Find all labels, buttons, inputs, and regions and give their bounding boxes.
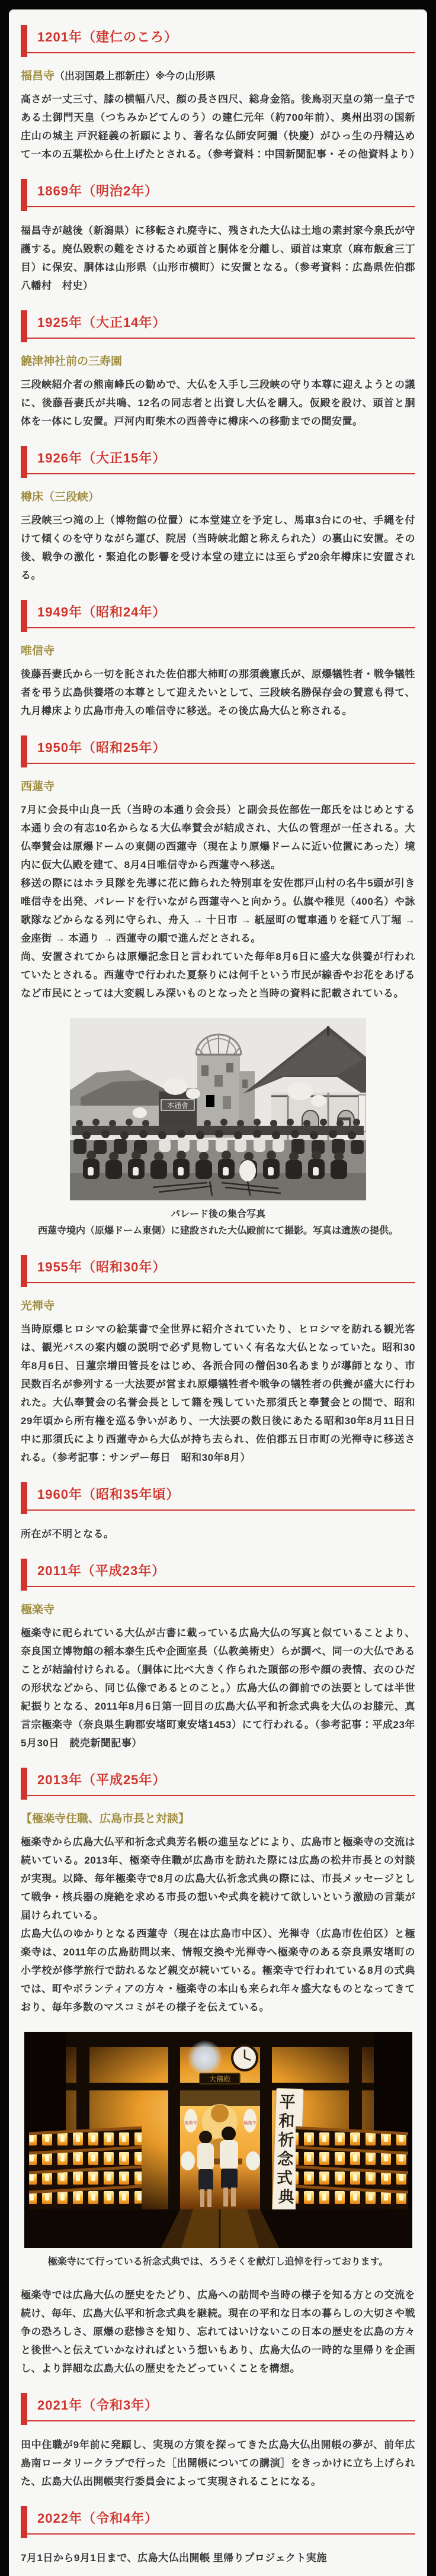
year-heading-label: 1955年（昭和30年） xyxy=(37,1260,166,1274)
subheading-yuishinji: 唯信寺 xyxy=(21,645,55,657)
year-heading-1201 xyxy=(21,25,415,53)
paragraph: 田中住職が9年前に発願し、実現の方策を探ってきた広島大仏出開帳の夢が、前年広島南ロータリークラブで行った［出開帳についての講演］をきっかけに立ち上げられた、広島大仏出開帳実行委員会によって実現されることになる。 xyxy=(21,2439,415,2487)
paragraph: 7月1日から9月1日まで、広島大仏出開帳 里帰りプロジェクト実施 xyxy=(21,2552,327,2564)
ceremony-candle-photo-illustration xyxy=(24,2032,412,2248)
year-heading-label: 1950年（昭和25年） xyxy=(37,740,166,755)
paragraph: 広島大仏のゆかりとなる西蓮寺（現在は広島市中区）、光禅寺（広島市佐伯区）と極楽寺は、2011年の広島訪問以来、情報交換や光禅寺へ極楽寺のある奈良県安堵町の小学校が修学旅行で訪れるなど親交が続いている。極楽寺で行われている8月の式典では、町やボランティアの方々・極楽寺の本山も来られ年々盛大なものとなってきており、毎年多数のマスコミがその様子を伝えている。 xyxy=(21,1928,415,2013)
section-2013 xyxy=(21,1768,415,2378)
paragraph: 福昌寺が越後（新潟県）に移転され廃寺に、残された大仏は土地の素封家今泉氏が守護する。廃仏毀釈の難をさけるため頭首と胴体を分離し、頭首は東京（麻布飯倉三丁目）に保安、胴体は山形県（山形市横町）に安置となる。（参考資料：広島県佐伯郡八幡村 村史） xyxy=(21,225,415,291)
year-heading-label: 2013年（平成25年） xyxy=(37,1772,166,1787)
year-heading-label: 1926年（大正15年） xyxy=(37,451,166,465)
year-heading-1949 xyxy=(21,600,415,628)
round-light xyxy=(187,2040,223,2076)
photo-caption-line2: 西蓮寺境内（原爆ドーム東側）に建設された大仏殿前にて撮影。写真は遺族の提供。 xyxy=(37,1226,398,1236)
photo-caption-line1: パレード後の集合写真 xyxy=(170,1209,265,1219)
paragraph: 髙さが一丈三寸、膝の横幅八尺、顔の長さ四尺、総身金箔。後鳥羽天皇の第一皇子である土御門天皇（つちみかどてんのう）の建仁元年（約700年前）、奥州出羽の国新庄山の城主 戸沢経義の祈願により、著名な仏師安阿彌（快慶）がひっ生の丹精込めて一本の五葉松から仕上げたとされる。（参考資料：中国新聞記事・その他資料より） xyxy=(21,94,420,160)
timeline-article-card xyxy=(9,9,427,2576)
paragraph: 三段峡三つ滝の上（博物館の位置）に本堂建立を予定し、馬車3台にのせ、手縄を付けて傾くのを守りながら運び、院居（当時峡北館と称えられた）の裏山に安置。その後、戦争の激化・緊迫化の影響を受け本堂の建立には至らず20余年樽床に安置される。 xyxy=(21,515,415,581)
year-heading-label: 2022年（令和4年） xyxy=(37,2511,159,2526)
year-heading-1955 xyxy=(21,1255,415,1283)
paragraph: 極楽寺に祀られている大仏が古書に載っている広島大仏の写真と似ていることより、奈良国立博物館の稲本泰生氏や企画室長（仏教美術史）らが調べ、同一の大仏であることが結論付けられる。（胴体に比べ大きく作られた頭部の形や顔の表情、衣のひだの形状などから、同じ仏像であるとのこと。）広島大仏の御前での法要としては半世紀振りとなる、2011年8月6日第一回目の広島大仏平和祈念式典を大仏のお膝元、真言宗極楽寺（奈良県生駒郡安堵町東安堵1453）にて行われる。（参考記事：平成23年5月30日 読売新聞記事） xyxy=(21,1627,415,1749)
paragraph: 極楽寺では広島大仏の歴史をたどり、広島への訪問や当時の様子を知る方との交流を続け、毎年、広島大仏平和祈念式典を継続。現在の平和な日本の暮らしの大切さや戦争の恐ろしさ、原爆の悲惨さを知り、忘れてはいけないこの日本の歴史を広島の方々と後世へと伝えていかなければという想いもあり、広島大仏の一時的な里帰りを企画し、より詳細な広島大仏の歴史をたどっていくことを構想。 xyxy=(21,2289,415,2374)
year-heading-1950 xyxy=(21,735,415,764)
paragraph: 7月に会長中山良一氏（当時の本通り会会長）と副会長佐部佐一郎氏をはじめとする本通り会の有志10名からなる大仏奉賛会が結成され、大仏の管理が一任される。大仏奉賛会は原爆ドームの東側の西蓮寺（現在より原爆ドームに近い位置にあった）境内に仮大仏殿を建て、8月4日唯信寺から西蓮寺へ移送。 xyxy=(21,804,415,871)
ceremony-candle-photo xyxy=(24,2032,412,2248)
section-2022 xyxy=(21,2506,415,2567)
year-heading-label: 2021年（令和3年） xyxy=(37,2398,159,2413)
subheading-sairenji: 西蓮寺 xyxy=(21,780,55,793)
year-heading-label: 1960年（昭和35年頃） xyxy=(37,1487,180,1502)
paragraph: 尚、安置されてからは原爆記念日と言われていた毎年8月6日に盛大な供養が行われていたとされる。西蓮寺で行われた夏祭りには何千という市民が線香やお花をあげるなど市民にとっては大変親しみ深いものとなったと当時の資料に記載されている。 xyxy=(21,951,415,999)
gate-sign-text: 本通會 xyxy=(166,1101,189,1110)
temple-location: （出羽国最上郡新庄）※今の山形県 xyxy=(54,70,216,82)
section-1925 xyxy=(21,310,415,431)
year-heading-2013 xyxy=(21,1768,415,1796)
section-1955 xyxy=(21,1255,415,1467)
subheading-fukushoji xyxy=(21,68,415,85)
section-1926 xyxy=(21,446,415,584)
parade-group-photo xyxy=(70,1018,366,1200)
year-heading-2021 xyxy=(21,2393,415,2421)
paragraph: 後藤吾妻氏から一切を託された佐伯郡大柿町の那須義憲氏が、原爆犠牲者・戦争犠牲者を弔う広島供養塔の本尊として迎えたいとして、三段峡名勝保存会の賛意も得て、九月樽床より広島市舟入の唯信寺に移送。その後広島大仏と称される。 xyxy=(21,669,415,717)
year-heading-label: 2011年（平成23年） xyxy=(37,1563,166,1578)
subheading-tarudoko: 樽床（三段峡） xyxy=(21,491,100,503)
temple-name: 福昌寺 xyxy=(21,70,55,82)
year-heading-2011 xyxy=(21,1559,415,1587)
year-heading-label: 1949年（昭和24年） xyxy=(37,605,166,619)
subheading-gokurakuji: 極楽寺 xyxy=(21,1604,55,1616)
year-heading-1926 xyxy=(21,446,415,474)
photo-caption: 極楽寺にて行っている祈念式典では、ろうそくを献灯し追悼を行っております。 xyxy=(47,2257,389,2267)
lantern-text-right: 極楽寺 xyxy=(243,2121,256,2125)
section-2021 xyxy=(21,2393,415,2491)
section-1201 xyxy=(21,25,420,163)
paragraph: 当時原爆ヒロシマの絵葉書で全世界に紹介されていたり、ヒロシマを訪れる観光客は、観光バスの案内嬢の説明で必ず見物していく有名な大仏となっていた。昭和30年8月6日、日蓮宗増田管長をはじめ、各派合同の僧侶30名あまりが導師となり、市民数百名が参列する一大法要が営まれ原爆犠牲者や戦争の犠牲者の供養が盛大に行われた。大仏奉賛会の名誉会長として籍を残していた那須氏と奉賛会との間で、昭和29年頃から所有権を巡る争いがあり、一大法要の数日後にあたる昭和30年8月11日日中に那須氏により西蓮寺から大仏が持ち去られ、佐伯郡五日市町の光禅寺に移送される。（参考記事：サンデー毎日 昭和30年8月） xyxy=(21,1324,415,1463)
section-1949 xyxy=(21,600,415,720)
year-heading-1960 xyxy=(21,1482,415,1511)
crowd xyxy=(72,1119,364,1181)
hall-plaque xyxy=(200,2073,240,2084)
section-1869 xyxy=(21,179,415,295)
subheading-kozenji: 光禅寺 xyxy=(21,1300,55,1312)
section-1950 xyxy=(21,735,415,1239)
section-1960 xyxy=(21,1482,415,1543)
wall-clock xyxy=(232,2045,257,2070)
subheading-mayor-talk: 【極楽寺住職、広島市長と対談】 xyxy=(21,1813,190,1825)
year-heading-1869 xyxy=(21,179,415,207)
plaque-text: 大佛殿 xyxy=(209,2075,230,2083)
subheading-sanjuen: 饒津神社前の三寿園 xyxy=(21,355,123,368)
lantern-text-left: 極楽寺 xyxy=(184,2121,197,2125)
parade-group-photo-illustration xyxy=(70,1018,366,1200)
paragraph: 三段峡紹介者の熊南峰氏の勧めで、大仏を入手し三段峡の守り本尊に迎えようとの議に、後藤吾妻氏が共鳴、12名の同志者と出資し大仏を購入。仮殿を設け、頭首と胴体を一体にし安置。戸河内町柴木の西善寺に樽床への移動までの間安置。 xyxy=(21,379,415,427)
year-heading-label: 1925年（大正14年） xyxy=(37,315,166,330)
banner-vertical-text: 平 和 祈 念 式 典 xyxy=(276,2093,296,2206)
paragraph: 極楽寺から広島大仏平和祈念式典芳名帳の進呈などにより、広島市と極楽寺の交流は続いている。2013年、極楽寺住職が広島市を訪れた際には広島の松井市長との対談が実現。以降、毎年極楽寺で8月の広島大仏祈念式典の際には、市長メッセージとして戦争・核兵器の廃絶を求める市長の想いや式典を続けて欲しいという激励の言葉が届けられている。 xyxy=(21,1836,415,1921)
section-2011 xyxy=(21,1559,415,1752)
year-heading-1925 xyxy=(21,310,415,339)
paragraph: 所在が不明となる。 xyxy=(21,1528,114,1540)
year-heading-label: 1869年（明治2年） xyxy=(37,184,159,198)
year-heading-label: 1201年（建仁のころ） xyxy=(37,30,178,44)
paragraph: 移送の際にはホラ貝隊を先導に花に飾られた特別車を安佐郡戸山村の名牛5頭が引き唯信寺を出発、パレードを行いながら西蓮寺へと向かう。仏旗や稚児（400名）や詠歌隊などからなる列に守られ、舟入 → 十日市 → 紙屋町の電車通りを経て八丁堀 → 金座街 → 本通り → 西蓮寺の順で進んだとされる。 xyxy=(21,878,415,944)
year-heading-2022 xyxy=(21,2506,415,2535)
